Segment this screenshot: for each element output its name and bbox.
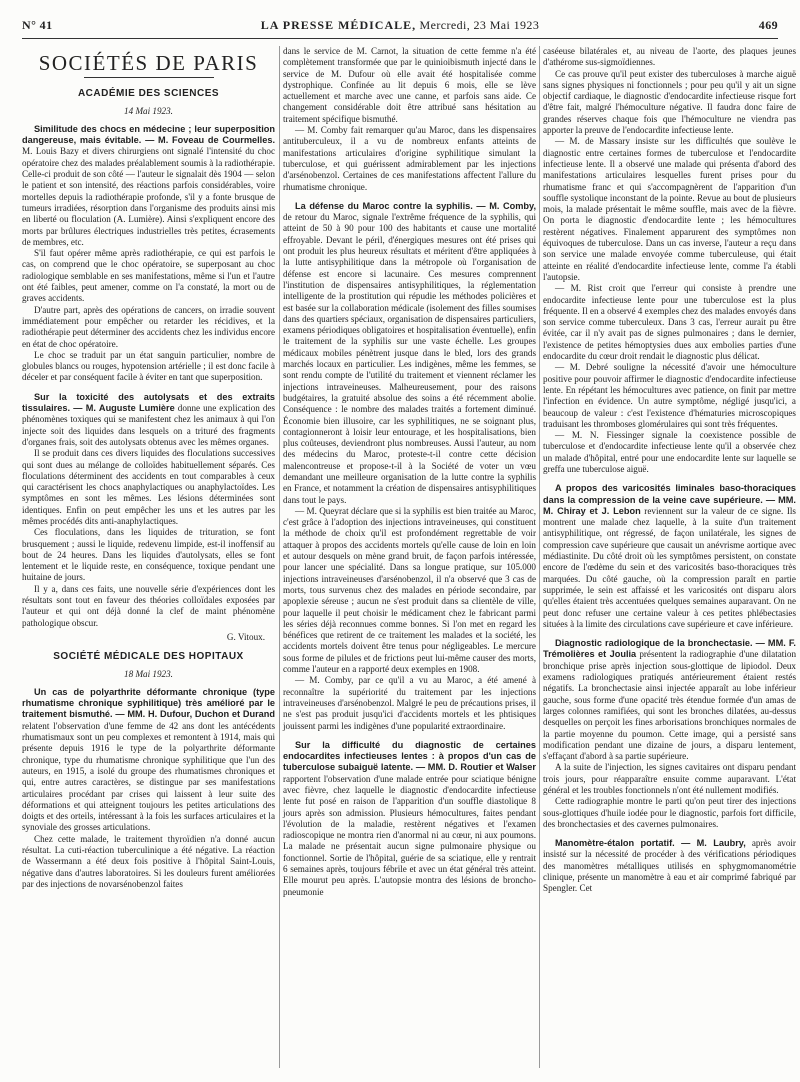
article-paragraph: D'autre part, après des opérations de cancers, on irradie souvent immédiatement pour empêcher ou retarder les récidives, et la radiothérapie peut déterminer des accidents chez les individus encore en état de choc opératoire. <box>22 304 275 349</box>
article-paragraph: Manomètre-étalon portatif. — M. Laubry, après avoir insisté sur la nécessité de procéder à des vérifications périodiques des manomètres métalliques utilisés en sphygmomanométrie clinique, présente un manomètre à eau et air comprimé fabriqué par Spengler. Cet <box>543 838 796 894</box>
article-title: Diagnostic radiologique de la bronchectasie. — MM. F. Trémolières et Joulia <box>543 638 796 660</box>
article-paragraph: caséeuse bilatérales et, au niveau de l'aorte, des plaques jeunes d'athérome sus-sigmoïdiennes. <box>543 46 796 68</box>
academie-heading: ACADÉMIE DES SCIENCES <box>77 88 220 100</box>
article-paragraph: Le choc se traduit par un état sanguin particulier, nombre de globules blancs ou rouges, hypotension artérielle ; il est donc facile à déceler et par conséquent facile à éviter en tant que superposition. <box>22 349 275 383</box>
article-paragraph: Il se produit dans ces divers liquides des floculations successives qui sont dues au mélange de colloïdes habituellement séparés. Ces floculations déterminent des accidents en tout comparables à ceux qui caractérisent les chocs anaphylactiques ou anaphylactoïdes. Les symptômes en sont les mêmes. Les lésions déterminées sont identiques. Enfin on peut empêcher les uns et les autres par les mêmes procédés dits anti-anaphylactiques. <box>22 448 275 526</box>
article-paragraph: Similitude des chocs en médecine ; leur superposition dangereuse, mais évitable. — M. Foveau de Courmelles. M. Louis Bazy et divers chirurgiens ont signalé l'intensité du choc opératoire chez des malades préalablement soumis à la radiothérapie. Celle-ci produit de son côté — l'auteur le signalait dès 1904 — selon le patient et son intensité, des réactions parfois considérables, voire mortelles depuis la radiothérapie profonde, s'il y a fonte brusque de tumeurs irradiées, résorption dans l'organisme des produits ainsi mis en liberté ou floculation (A. Lumière). Ainsi s'expliquent encore des morts par brûlures électriques industrielles très petites, écrasements de membres, etc. <box>22 123 275 247</box>
article-paragraph: — M. Queyrat déclare que si la syphilis est bien traitée au Maroc, c'est grâce à l'adoption des injections intraveineuses, qui constituent la méthode de choix qu'il est profondément regrettable de voir attaquer à propos des accidents mortels qu'elle cause de loin en loin et autour desquels on mène grand bruit, de façon parfois intéressée, pour lancer une spécialité. Dans sa longue pratique, sur 105.000 injections intraveineuses d'arsénobenzol, il n'a observé que 3 cas de morts, tous survenus chez des malades en période secondaire, par apoplexie séreuse ; aucun ne s'est produit dans sa clientèle de ville, pour laquelle il peut choisir le médicament chez le fabricant parmi les séries déjà reconnues comme bonnes. Si l'on met en regard les bénéfices que retirent de ce traitement les malades et la société, les accidents mortels doivent être tenus pour négligeables. Le mercure sous forme de pilules et de frictions peut lui-même causer des morts, comme l'auteur en a rapporté deux exemples en 1908. <box>283 505 536 675</box>
article-paragraph: Cette radiographie montre le parti qu'on peut tirer des injections sous-glottiques d'huile iodée pour le diagnostic, parfois fort difficile, des bronchectasies et des cavernes pulmonaires. <box>543 796 796 829</box>
article-paragraph: Diagnostic radiologique de la bronchectasie. — MM. F. Trémolières et Joulia présentent la radiographie d'une dilatation bronchique prise après injection sous-glottique de lipiodol. Deux examens radiologiques pratiqués antérieurement étaient restés négatifs. La bronchectasie ainsi injectée apparaît au lobe inférieur gauche, sous forme d'une opacité très étendue formée d'un amas de larges colonnes ramifiées, qui sont les bronches dilatées, au-dessus desquelles on perçoit les fines arborisations bronchiques normales de la partie moyenne du poumon. Cette image, qui a persisté sans modification pendant une dizaine de jours, a disparu lentement, s'effaçant d'abord à sa partie supérieure. <box>543 638 797 762</box>
journal-title <box>22 18 778 33</box>
column-divider <box>539 46 540 1068</box>
article-paragraph: S'il faut opérer même après radiothérapie, ce qui est parfois le cas, on comprend que le choc opératoire, se superposant au choc radiologique semblable en ses manifestations, même si l'un et l'autre ont été faibles, peut amener, comme on l'a constaté, la mort ou de graves accidents. <box>22 248 275 304</box>
header-rule <box>22 38 778 39</box>
section-rule <box>84 77 214 78</box>
article-paragraph: A la suite de l'injection, les signes cavitaires ont disparu pendant trois jours, pour réapparaître ensuite comme auparavant. L'état général et les troubles fonctionnels n'ont été nullement modifiés. <box>543 762 796 795</box>
academie-date: 14 Mai 1923. <box>124 105 173 116</box>
column-divider <box>279 46 280 1068</box>
signature: G. Vitoux. <box>226 631 265 642</box>
page-header <box>22 18 778 36</box>
article-paragraph: Ces floculations, dans les liquides de trituration, se font brusquement ; aussi le liquide, redevenu limpide, est-il inoffensif au bout de 24 heures. Dans les liquides d'autolysats, elles se font lentement et le liquide reste, en conséquence, toxique pendant une huitaine de jours. <box>22 527 275 583</box>
article-title: Similitude des chocs en médecine ; leur superposition dangereuse, mais évitable. — M. Foveau de Courmelles. <box>22 123 275 146</box>
column-3 <box>543 46 796 895</box>
journal-name: LA PRESSE MÉDICALE, <box>260 18 417 32</box>
column-2 <box>283 46 536 898</box>
article-paragraph: Ce cas prouve qu'il peut exister des tuberculoses à marche aiguë sans signes physiques ni fonctionnels ; pour peu qu'il y ait un signe objectif cardiaque, le diagnostic d'endocardite infectieuse risque fort d'être fait, malgré l'hémoculture négative. Il faudra donc faire de grandes réserves chaque fois que l'hémoculture ne viendra pas apporter la preuve de l'endocardite infectieuse lente. <box>543 68 796 136</box>
article-title: La défense du Maroc contre la syphilis. — M. Comby, <box>295 200 536 211</box>
article-title: Sur la difficulté du diagnostic de certaines endocardites infectieuses lentes : à propos d'un cas de tuberculose subaiguë latente. — MM. D. Routier et Walser <box>283 739 536 773</box>
article-paragraph: Chez cette malade, le traitement thyroïdien n'a donné aucun résultat. La cuti-réaction tuberculinique a été négative. La réaction de Wassermann a été deux fois positive à l'hôpital Saint-Louis, négative dans d'autres laboratoires. Si les douleurs furent améliorées par des injections de novarsénobenzol faites <box>22 833 275 889</box>
issue-number: N° 41 <box>22 18 53 32</box>
article-paragraph: Sur la difficulté du diagnostic de certaines endocardites infectieuses lentes : à propos d'un cas de tuberculose subaiguë latente. — MM. D. Routier et Walser rapportent l'observation d'une malade entrée pour sciatique bénigne avec fièvre, chez laquelle le diagnostic d'endocardite infectieuse lente fut posé en raison de l'apparition d'un souffle diastolique 8 jours après son admission. Plusieurs hémocultures, faites pendant l'évolution de la maladie, restèrent négatives et l'examen radioscopique ne montra rien d'anormal ni au cœur, ni aux poumons. La malade ne présentait aucun signe pulmonaire physique ou fonctionnel. Sortie de l'hôpital, guérie de sa sciatique, elle y rentrait 6 semaines après, toujours fébrile et avec un état général très atteint. Elle mourut peu après. L'autopsie montra des lésions de broncho-pneumonie <box>283 739 536 897</box>
hopitaux-heading: SOCIÉTÉ MÉDICALE DES HOPITAUX <box>53 651 244 663</box>
article-paragraph: — M. Comby fait remarquer qu'au Maroc, dans les dispensaires antituberculeux, il a vu de nombreux enfants atteints de manifestations articulaires d'origine syphilitique simulant la tuberculose, et qui guérissent admirablement par les injections d'arsénobenzol. Certaines de ces manifestations affectent l'allure du rhumatisme chronique. <box>283 125 536 192</box>
article-paragraph: dans le service de M. Carnot, la situation de cette femme n'a été complètement transformée que par le quinioibismuth injecté dans le service de M. Dufour où elle avait été hospitalisée comme dystrophique. Confinée au lit depuis 6 mois, elle se lève actuellement et marche avec une canne, et parfois sans aide. Ce changement considérable doit être attribué sans hésitation au traitement spécifique bismuthé. <box>283 46 536 124</box>
article-title: A propos des varicosités liminales baso-thoraciques dans la compression de la veine cave supérieure. — MM. M. Chiray et J. Lebon <box>543 483 796 516</box>
article-paragraph: A propos des varicosités liminales baso-thoraciques dans la compression de la veine cave supérieure. — MM. M. Chiray et J. Lebon reviennent sur la valeur de ce signe. Ils montrent une malade chez laquelle, à la suite d'un traitement antisyphilitique, ont régressé, de façon unilatérale, les signes de compression cave supérieure que causait un anévrisme aortique avec médiastinite. Du côté droit où les symptômes persistent, on constate encore de l'œdème du sein et des varicosités baso-thoraciques très marquées. Du côté gauche, où la compression paraît en partie supprimée, le sein est affaissé et les varicosités ont disparu alors qu'elles étaient très accentuées quelques semaines auparavant. On ne peut donc refuser une certaine valeur à ces petites phlébectasies situées à la limite des circulations cave supérieure et cave inférieure. <box>543 483 796 629</box>
article-title: Sur la toxicité des autolysats et des extraits tissulaires. — M. Auguste Lumière <box>22 391 275 414</box>
article-title: Manomètre-étalon portatif. — M. Laubry, <box>555 838 746 849</box>
column-1 <box>22 46 275 890</box>
article-title: Un cas de polyarthrite déformante chronique (type rhumatisme chronique syphilitique) très amélioré par le traitement bismuthé. — MM. H. Dufour, Duchon et Durand <box>22 686 275 720</box>
page-number: 469 <box>758 18 778 32</box>
article-paragraph: La défense du Maroc contre la syphilis. — M. Comby, de retour du Maroc, signale l'extrême fréquence de la syphilis, qui atteint de 50 à 90 pour 100 des habitants et cause une mortalité effroyable. Devant le péril, d'énergiques mesures ont été prises qui ont produit les plus heureux résultats et méritent d'être appliquées à la lutte antisyphilitique dans la métropole où l'organisation de défense est encore si lacunaire. Ces mesures comprennent l'institution de dispensaires antisyphilitiques, la réglementation intelligente de la prostitution qui répudie les méthodes policières et est basée sur la collaboration médicale (isolement des filles soumises dans des quartiers spéciaux, organisation de dispensaires particuliers, examens périodiques obligatoires et hospitalisation éventuelle), enfin le traitement de la syphilis sur une vaste échelle. Les groupes médicaux mobiles pénètrent jusque dans le bled, lors des grands marchés locaux en particulier. Les indigènes, même les femmes, se sont rendu compte de l'utilité du traitement et viennent réclamer les injections intraveineuses. Malheureusement, pour des raisons budgétaires, la gratuité absolue des soins a été récemment abolie. Conséquence : le nombre des malades traités a fortement diminué. Économie bien illusoire, car les syphilitiques, ne se soignant plus, contagionneront à loisir leur entourage, et les hospitalisations, bien plus coûteuses, deviendront plus nombreuses. Aussi l'auteur, au nom des médecins du Maroc, proteste-t-il contre cette décision malencontreuse et propose-t-il à la Société de voter un vœu demandant une meilleure organisation de la lutte contre la syphilis en France, et notamment la création de dispensaires antisyphilitiques dans tout le pays. <box>283 200 536 505</box>
issue-date: Mercredi, 23 Mai 1923 <box>419 18 540 32</box>
article-paragraph: — M. Rist croit que l'erreur qui consiste à prendre une endocardite infectieuse lente pour une tuberculose est la plus fréquente. Il en a observé 4 exemples chez des malades envoyés dans son service comme tuberculeux. Dans 3 cas, l'erreur aurait pu être évitée, car il n'y avait pas de signes pulmonaires ; dans le dernier, l'existence de petites hémoptysies dues aux embolies parties d'une endocardite du cœur droit rendait le diagnostic plus délicat. <box>543 283 796 362</box>
hopitaux-date: 18 Mai 1923. <box>124 668 173 679</box>
article-paragraph: Il y a, dans ces faits, une nouvelle série d'expériences dont les résultats sont tout en faveur des théories colloïdales exposées par l'auteur et qui ont déjà donné la clef de maint phénomène pathologique obscur. <box>22 583 275 628</box>
article-paragraph: — M. Debré souligne la nécessité d'avoir une hémoculture positive pour pouvoir affirmer le diagnostic d'endocardite infectieuse lente. En répétant les hémocultures avec patience, on finit par mettre l'infection en évidence. Un autre symptôme, négligé jusqu'ici, a beaucoup de valeur : c'est l'existence d'hématuries microscopiques traduisant les thromboses glomérulaires qui sont très fréquentes. <box>543 362 796 429</box>
article-paragraph: — M. de Massary insiste sur les difficultés que soulève le diagnostic entre certaines formes de tuberculose et l'endocardite infectieuse lente. Il a observé une malade qui présenta d'abord des manifestations articulaires lesquelles furent prises pour du rhumatisme franc et qui s'accompagnèrent de l'apparition d'un souffle systolique inconstant de la pointe. Revue au bout de plusieurs mois, la malade présentait le même souffle, mais avec de la fièvre. On porta le diagnostic d'endocardite lente ; les hémocultures restèrent négatives. Finalement apparurent des symptômes non équivoques de tuberculose. Dans un cas inverse, l'auteur a reçu dans son service une malade envoyée comme tuberculeuse, qui était atteinte en réalité d'endocardite infectieuse lente, comme l'a établi l'autopsie. <box>543 136 796 282</box>
article-paragraph: — M. N. Fiessinger signale la coexistence possible de tuberculose et d'endocardite infectieuse lente qu'il a observée chez un malade d'hôpital, entré pour une endocardite lente sur laquelle se greffa une tuberculose aiguë. <box>543 430 796 474</box>
article-paragraph: — M. Comby, par ce qu'il a vu au Maroc, a été amené à reconnaître la supériorité du traitement par les injections intraveineuses d'arsénobenzol. Malgré le peu de précautions prises, il ne s'est pas produit jusqu'ici d'accidents mortels et les phtisiques jouissent parmi les indigènes d'une popularité extraordinaire. <box>283 675 536 731</box>
article-paragraph: Un cas de polyarthrite déformante chronique (type rhumatisme chronique syphilitique) très amélioré par le traitement bismuthé. — MM. H. Dufour, Duchon et Durand relatent l'observation d'une femme de 42 ans dont les antécédents rhumatismaux sont un peu complexes et remontent à 1914, mais qui présente depuis 1916 le type de la polyarthrite déformante chronique, type du rhumatisme chronique syphilitique que l'un des auteurs, en 1915, a isolé du groupe des rhumatismes chroniques et qui, entre autres caractères, se distingue par ses manifestations articulaires procédant par crises qui laissent à leur suite des déformations et qui atteignent toujours les petites articulations des doigts et des orteils, intéressant à la fois les surfaces articulaires et la synoviale des grosses articulations. <box>22 686 275 833</box>
section-title: SOCIÉTÉS DE PARIS <box>38 51 259 75</box>
article-paragraph: Sur la toxicité des autolysats et des extraits tissulaires. — M. Auguste Lumière donne une explication des phénomènes toxiques qui se manifestent chez les animaux à qui l'on injecte soit des liquides dans lesquels on a trituré des fragments d'organes frais, soit des autolysats obtenus avec les mêmes organes. <box>22 391 276 447</box>
